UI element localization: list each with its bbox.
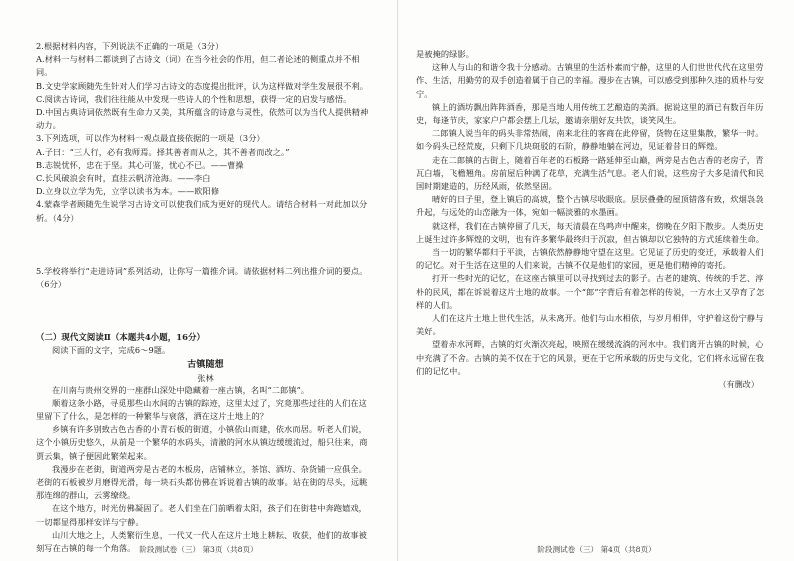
- source-note: （有删改）: [718, 380, 759, 390]
- q2-option-d: D.中国古典诗词依然既有生命力又美，其所蕴含的诗意与灵性，依然可以为当代人提供精神动力。: [36, 107, 369, 131]
- story-paragraph: 在这个地方，时光仿佛凝固了。老人们坐在门前晒着太阳，孩子们在街巷中奔跑嬉戏，一切都显得那样安详与宁静。: [36, 503, 367, 527]
- page-footer: 阶段测试卷（三） 第3页（共8页）: [139, 545, 258, 554]
- story-paragraph: 当一切的繁华都归于平淡，古镇依然静静地守望在这里。它见证了历史的变迁，承载着人们的记忆。对于生活在这里的人们来说，古镇不仅是他们的家园，更是他们精神的寄托。: [416, 247, 764, 271]
- story-paragraph: 山川大地之上，人类繁衍生息，一代又一代人在这片土地上耕耘、收获，他们的故事被刻写在古镇的每一个角落。: [36, 529, 367, 554]
- story-paragraph: 就这样，我们在古镇停留了几天，每天清晨在鸟鸣声中醒来，傍晚在夕阳下散步。人类历史上诞生过许多辉煌的文明，也有许多繁华最终归于沉寂，但古镇却以它独特的方式延续着生命。: [416, 220, 765, 244]
- story-paragraph: 在川南与贵州交界的一座群山深处中隐藏着一座古镇，名叫“二郎镇”。: [52, 384, 310, 395]
- q3-stem: 3.下列选项，可以作为材料一观点最直接依据的一项是（3分）: [36, 133, 265, 144]
- story-author: 张林: [197, 372, 214, 383]
- q4-answer-space[interactable]: [36, 225, 375, 265]
- story-paragraph: 是被掩的绿影。: [416, 49, 475, 59]
- q2-option-b: B.文史学家顾随先生针对人们学习古诗文的态度提出批评，认为这样做对学生发展很不利。: [36, 80, 369, 91]
- q2-option-a: A.材料一与材料二都谈到了古诗文（词）在当今社会的作用，但二者论述的侧重点并不相同。: [36, 54, 360, 78]
- story-title: 古镇随想: [187, 359, 224, 370]
- q3-option-c: C.长风破浪会有时，直挂云帆济沧海。——李白: [36, 173, 211, 184]
- story-paragraph: 乡镇有许多别致古色古香的小青石板的街道，小镇依山而建，依水而居。听老人们说，这个小镇历史悠久，从前是一个繁华的水码头，清澈的河水从镇边缓缓流过，船只往来，商贾云集，镇子便因此繁荣起来。: [36, 424, 368, 461]
- story-paragraph: 打开一些时光的记忆，在这座古镇里可以寻找到过去的影子。古老的建筑、传统的手艺、淳朴的民风，都在诉说着这片土地的故事。一个“郎”字背后有着怎样的传说，一方水土又孕育了怎样的人们。: [416, 273, 765, 310]
- q3-option-b: B.志锐忧怀，忠在于坚。其心可鉴，忧心不已。——曹操: [36, 159, 244, 170]
- story-paragraph: 二郎镇人说当年的码头非常热闹，南来北往的客商在此停留，货物在这里集散，繁华一时。如今码头已经荒废，只剩下几块斑驳的石阶，静静地躺在河边，见证着昔日的辉煌。: [416, 128, 764, 152]
- story-paragraph: 我漫步在老街，街道两旁是古老的木板房，店铺林立，茶馆、酒坊、杂货铺一应俱全。老街的石板被岁月磨得光滑，每一块石头都仿佛在诉说着古镇的故事。站在街的尽头，远眺那连绵的群山，云雾缭绕。: [36, 463, 368, 501]
- q5-stem: 5.学校将举行“走进诗词”系列活动，让你写一篇推介词。请依据材料二列出推介词的要点。（6分）: [36, 265, 368, 290]
- story-continued: [416, 48, 765, 391]
- q4-stem: 4.蒙森学者顾随先生说学习古诗文可以使我们成为更好的现代人。请结合材料一对此加以分析。（4分）: [36, 199, 368, 223]
- page-4: [397, 0, 794, 561]
- story-paragraph: 这种人与山的和谐令我十分感动。古镇里的生活朴素而宁静，这里的人们世世代代在这里劳作、生活，用勤劳的双手创造着属于自己的幸福。漫步在古镇，可以感受到那种久违的质朴与安宁。: [416, 62, 765, 99]
- story-paragraph: 顺着这条小路，寻觅那些山水间的古镇的踪迹，这里太过了，究竟那些过往的人们在这里留下了什么，是怎样的一种繁华与衰落，洒在这片土地上的？: [36, 397, 367, 422]
- q3-option-d: D.立身以立学为先，立学以读书为本。——欧阳修: [36, 186, 220, 197]
- questions-block: [36, 40, 375, 555]
- q3-option-a: A.子曰：“三人行，必有我师焉。择其善者而从之，其不善者而改之。”: [36, 146, 290, 157]
- q5-answer-space[interactable]: [36, 291, 375, 331]
- section-intro: 阅读下面的文字，完成6～9题。: [52, 345, 171, 356]
- section-header: （二）现代文阅读Ⅱ（本题共4小题，16分）: [36, 332, 206, 343]
- story-paragraph: 晴好的日子里，登上镇后的高坡，整个古镇尽收眼底。层层叠叠的屋顶错落有致，炊烟袅袅升起，与远处的山峦融为一体，宛如一幅淡雅的水墨画。: [416, 194, 764, 218]
- story-paragraph: 望着赤水河畔，古镇的灯火渐次亮起，映照在缓缓流淌的河水中。我们离开古镇的时候，心中充满了不舍。古镇的美不仅在于它的风景，更在于它所承载的历史与文化，它们将永远留在我们的记忆中。: [416, 339, 765, 376]
- story-paragraph: 人们在这片土地上世代生活，从未离开。他们与山水相依，与岁月相伴，守护着这份宁静与美好。: [416, 313, 764, 337]
- q2-stem: 2.根据材料内容，下列说法不正确的一项是（3分）: [36, 41, 224, 51]
- page-footer: 阶段测试卷（三） 第4页（共8页）: [537, 545, 656, 554]
- story-paragraph: 镇上的酒坊飘出阵阵酒香，那是当地人用传统工艺酿造的美酒。据说这里的酒已有数百年历史，每逢节庆，家家户户都会摆上几坛，邀请亲朋好友共饮，谈笑风生。: [416, 101, 764, 126]
- q2-option-c: C.阅读古诗词，我们往往能从中发现一些诗人的个性和思想，获得一定的启发与感悟。: [36, 93, 352, 104]
- story-paragraph: 走在二郎镇的古街上，随着百年老的石板路一路延伸至山巅，两旁是古色古香的老房子，青瓦白墙，飞檐翘角。房前屋后种满了花草，充满生活气息。老人们说，这些房子大多是清代和民国时期建造的，历经风雨，依然坚固。: [416, 154, 765, 192]
